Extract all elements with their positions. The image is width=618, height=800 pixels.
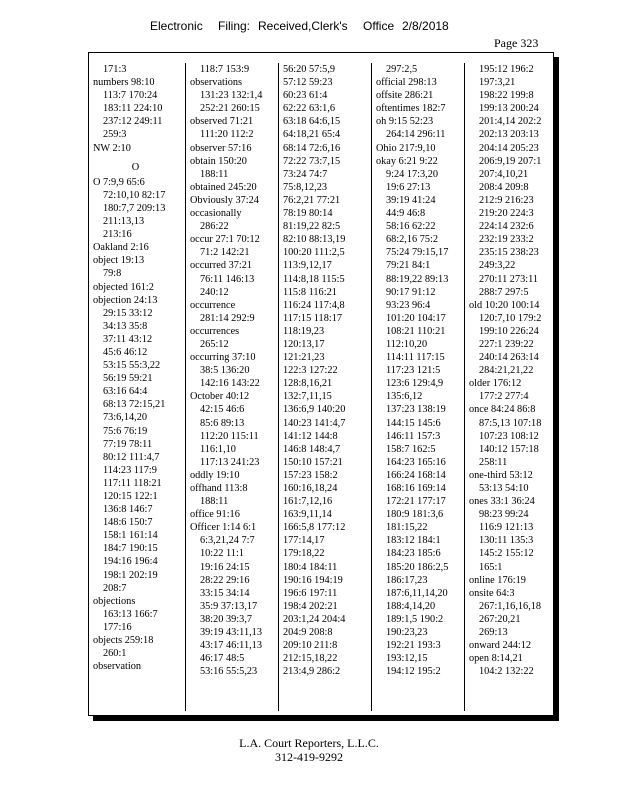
index-entry: objects 259:18 — [93, 635, 154, 647]
index-entry: 53:15 55:3,22 — [103, 360, 161, 372]
index-entry: 148:6 150:7 — [103, 517, 153, 529]
index-entry: 209:10 211:8 — [283, 640, 338, 652]
index-entry: occurred 37:21 — [190, 260, 253, 272]
index-entry: obtained 245:20 — [190, 181, 257, 193]
header-office: Office — [363, 19, 395, 33]
index-entry: 33:15 34:14 — [200, 587, 250, 599]
index-entry: 43:17 46:11,13 — [200, 640, 262, 652]
index-entry: 120:15 122:1 — [103, 491, 158, 502]
index-entry: 77:19 78:11 — [103, 438, 153, 450]
index-entry: 56:20 57:5,9 — [283, 64, 336, 75]
index-entry: 76:11 146:13 — [200, 273, 255, 285]
index-entry: 39:19 43:11,13 — [200, 627, 262, 639]
index-entry: 121:21,23 — [283, 352, 325, 364]
index-entry: 104:2 132:22 — [479, 666, 534, 678]
index-entry: 259:3 — [103, 129, 127, 141]
index-entry: 198:1 202:19 — [103, 569, 158, 581]
index-entry: 39:19 41:24 — [386, 194, 436, 206]
index-entry: 72:10,10 82:17 — [103, 189, 166, 201]
index-entry: 227:1 239:22 — [479, 338, 534, 350]
index-entry: once 84:24 86:8 — [469, 404, 536, 416]
index-entry: 132:7,11,15 — [283, 391, 332, 403]
index-entry: 117:15 118:17 — [283, 312, 343, 324]
index-entry: 196:6 197:11 — [283, 587, 338, 599]
index-entry: 117:11 118:21 — [103, 477, 162, 489]
index-entry: Obviously 37:24 — [190, 194, 259, 206]
index-entry: 100:20 111:2,5 — [283, 247, 345, 259]
index-entry: 75:8,12,23 — [283, 181, 328, 193]
index-entry: 114:11 117:15 — [386, 352, 445, 364]
index-entry: 158:1 161:14 — [103, 530, 158, 542]
index-entry: 168:16 169:14 — [386, 483, 446, 494]
index-entry: 6:3,21,24 7:7 — [200, 535, 255, 547]
index-entry: 184:7 190:15 — [103, 543, 158, 555]
index-entry: 72:22 73:7,15 — [283, 155, 341, 167]
index-entry: observer 57:16 — [190, 142, 252, 154]
index-entry: 166:5,8 177:12 — [283, 522, 346, 534]
index-entry: 192:21 193:3 — [386, 640, 441, 652]
index-entry: 204:14 205:23 — [479, 142, 539, 154]
index-entry: 177:2 277:4 — [479, 391, 529, 403]
index-entry: 37:11 43:12 — [103, 333, 153, 345]
index-entry: 181:15,22 — [386, 522, 428, 534]
index-entry: Officer 1:14 6:1 — [190, 522, 257, 534]
index-entry: 179:18,22 — [283, 548, 325, 560]
index-entry: 265:12 — [200, 338, 229, 350]
index-entry: 208:7 — [103, 582, 127, 594]
index-entry: 198:22 199:8 — [479, 90, 534, 102]
index-entry: 219:20 224:3 — [479, 208, 534, 220]
index-entry: occurrence — [190, 299, 236, 311]
index-entry: 98:23 99:24 — [479, 509, 529, 521]
index-entry: 249:3,22 — [479, 260, 516, 272]
index-entry: 180:7,7 209:13 — [103, 202, 166, 214]
index-entry: occasionally — [190, 208, 242, 220]
index-entry: 183:12 184:1 — [386, 535, 441, 547]
index-entry: oh 9:15 52:23 — [376, 116, 434, 128]
index-entry: 212:15,18,22 — [283, 653, 338, 665]
index-entry: 284:21,21,22 — [479, 365, 534, 377]
index-entry: 19:16 24:15 — [200, 561, 250, 573]
index-entry: 53:16 55:5,23 — [200, 666, 258, 678]
index-entry: 206:9,19 207:1 — [479, 155, 542, 167]
index-frame — [88, 52, 554, 716]
index-entry: 224:14 232:6 — [479, 221, 534, 233]
index-entry: Ohio 217:9,10 — [376, 142, 436, 154]
index-entry: 114:23 117:9 — [103, 464, 157, 476]
index-entry: 78:19 80:14 — [283, 208, 333, 220]
index-entry: 116:9 121:13 — [479, 522, 534, 534]
index-entry: 87:5,13 107:18 — [479, 417, 542, 429]
index-entry: 115:8 116:21 — [283, 286, 337, 298]
index-entry: onward 244:12 — [469, 640, 532, 652]
index-entry: 73:24 74:7 — [283, 168, 328, 180]
index-entry: 146:8 148:4,7 — [283, 443, 341, 455]
index-entry: 186:17,23 — [386, 574, 428, 586]
index-entry: 46:17 48:5 — [200, 653, 245, 665]
index-entry: 240:14 263:14 — [479, 352, 539, 364]
index-entry: objected 161:2 — [93, 281, 154, 293]
index-entry: 75:6 76:19 — [103, 425, 148, 437]
index-entry: 190:23,23 — [386, 627, 428, 639]
index-entry: 118:7 153:9 — [200, 64, 250, 75]
index-entry: 63:16 64:4 — [103, 386, 148, 398]
index-entry: 68:13 72:15,21 — [103, 399, 166, 411]
index-entry: object 19:13 — [93, 255, 145, 267]
footer-company: L.A. Court Reporters, L.L.C. — [239, 736, 379, 750]
index-entry: 108:21 110:21 — [386, 325, 446, 337]
index-entry: 140:12 157:18 — [479, 443, 539, 455]
index-entry: 264:14 296:11 — [386, 129, 446, 141]
index-entry: 252:21 260:15 — [200, 103, 260, 115]
index-entry: 68:14 72:6,16 — [283, 142, 341, 154]
index-entry: 9:24 17:3,20 — [386, 168, 439, 180]
index-entry: 35:9 37:13,17 — [200, 600, 258, 612]
index-column-5 — [464, 63, 554, 711]
index-entry: 213:4,9 286:2 — [283, 666, 341, 678]
index-entry: October 40:12 — [190, 391, 250, 403]
index-entry: observed 71:21 — [190, 116, 254, 128]
index-entry: occur 27:1 70:12 — [190, 234, 260, 246]
index-entry: 79:21 84:1 — [386, 260, 431, 272]
index-entry: 194:16 196:4 — [103, 556, 158, 568]
index-entry: 161:7,12,16 — [283, 496, 333, 508]
index-entry: 237:12 249:11 — [103, 116, 163, 128]
index-entry: occurrences — [190, 325, 240, 337]
index-entry: 160:16,18,24 — [283, 483, 338, 494]
index-entry: O — [131, 161, 140, 173]
index-entry: 117:13 241:23 — [200, 456, 260, 468]
footer-phone: 312-419-9292 — [275, 750, 343, 764]
index-entry: 163:9,11,14 — [283, 509, 332, 521]
index-entry: 82:10 88:13,19 — [283, 234, 346, 246]
index-entry: 193:12,15 — [386, 653, 428, 665]
index-entry: 207:4,10,21 — [479, 168, 529, 180]
index-entry: 211:13,13 — [103, 216, 145, 228]
index-entry: 19:6 27:13 — [386, 181, 431, 193]
index-entry: 38:5 136:20 — [200, 365, 250, 377]
header-date: 2/8/2018 — [402, 19, 449, 33]
index-entry: one-third 53:12 — [469, 469, 533, 481]
index-entry: 240:12 — [200, 286, 229, 298]
index-entry: obtain 150:20 — [190, 155, 247, 167]
index-entry: Oakland 2:16 — [93, 242, 149, 254]
index-entry: 269:13 — [479, 627, 508, 639]
index-entry: 166:24 168:14 — [386, 469, 446, 481]
header-electronic: Electronic — [150, 19, 203, 33]
index-entry: 75:24 79:15,17 — [386, 247, 449, 259]
index-entry: 53:13 54:10 — [479, 483, 529, 494]
index-entry: 76:2,21 77:21 — [283, 194, 341, 206]
index-entry: 235:15 238:23 — [479, 247, 539, 259]
index-entry: numbers 98:10 — [93, 77, 155, 89]
index-entry: online 176:19 — [469, 574, 526, 586]
index-entry: 113:7 170:24 — [103, 90, 158, 102]
index-entry: 267:1,16,16,18 — [479, 600, 542, 612]
index-entry: 199:10 226:24 — [479, 325, 539, 337]
index-entry: 28:22 29:16 — [200, 574, 250, 586]
index-entry: 208:4 209:8 — [479, 181, 529, 193]
index-entry: NW 2:10 — [93, 142, 131, 154]
index-entry: objections — [93, 595, 136, 607]
index-entry: 116:24 117:4,8 — [283, 299, 345, 311]
index-entry: 111:20 112:2 — [200, 129, 254, 141]
index-entry: offhand 113:8 — [190, 483, 248, 494]
page-number: Page 323 — [494, 36, 539, 50]
index-entry: 184:23 185:6 — [386, 548, 441, 560]
index-entry: 157:23 158:2 — [283, 469, 338, 481]
index-entry: 107:23 108:12 — [479, 430, 539, 442]
header-received: Received,Clerk's — [258, 19, 348, 33]
header-filing: Filing: — [218, 19, 251, 33]
index-entry: occurring 37:10 — [190, 352, 256, 364]
index-entry: okay 6:21 9:22 — [376, 155, 438, 167]
index-entry: 136:6,9 140:20 — [283, 404, 346, 416]
index-entry: 118:19,23 — [283, 325, 325, 337]
index-entry: oftentimes 182:7 — [376, 103, 446, 115]
index-entry: 79:8 — [103, 268, 122, 280]
index-entry: 212:9 216:23 — [479, 194, 534, 206]
index-entry: official 298:13 — [376, 77, 437, 89]
index-entry: 288:7 297:5 — [479, 286, 529, 298]
index-entry: 85:6 89:13 — [200, 417, 245, 429]
index-entry: 146:11 157:3 — [386, 430, 441, 442]
index-entry: 136:8 146:7 — [103, 504, 153, 516]
index-entry: 183:11 224:10 — [103, 103, 163, 115]
index-entry: 213:16 — [103, 229, 132, 241]
index-entry: 113:9,12,17 — [283, 260, 332, 272]
index-entry: 281:14 292:9 — [200, 312, 255, 324]
index-entry: 122:3 127:22 — [283, 365, 338, 377]
index-entry: 204:9 208:8 — [283, 627, 333, 639]
index-entry: 232:19 233:2 — [479, 234, 534, 246]
index-entry: 150:10 157:21 — [283, 456, 343, 468]
index-entry: 188:4,14,20 — [386, 600, 436, 612]
index-entry: 171:3 — [103, 64, 127, 75]
index-entry: 201:4,14 202:2 — [479, 116, 542, 128]
index-entry: 286:22 — [200, 221, 229, 233]
index-entry: 38:20 39:3,7 — [200, 613, 253, 625]
index-entry: 135:6,12 — [386, 391, 423, 403]
index-entry: 114:8,18 115:5 — [283, 273, 345, 285]
index-entry: 190:16 194:19 — [283, 574, 343, 586]
index-entry: 187:6,11,14,20 — [386, 587, 448, 599]
index-entry: 73:6,14,20 — [103, 412, 148, 424]
index-entry: 81:19,22 82:5 — [283, 221, 341, 233]
index-entry: old 10:20 100:14 — [469, 299, 540, 311]
index-entry: 144:15 145:6 — [386, 417, 441, 429]
index-entry: 203:1,24 204:4 — [283, 613, 346, 625]
index-entry: 29:15 33:12 — [103, 307, 153, 319]
index-entry: 142:16 143:22 — [200, 378, 260, 390]
index-entry: 177:16 — [103, 621, 132, 633]
index-entry: 63:18 64:6,15 — [283, 116, 341, 128]
index-entry: 45:6 46:12 — [103, 346, 148, 358]
index-entry: 199:13 200:24 — [479, 103, 539, 115]
index-entry: 180:9 181:3,6 — [386, 509, 444, 521]
index-entry: 117:23 121:5 — [386, 365, 441, 377]
index-entry: office 91:16 — [190, 509, 240, 521]
index-entry: 140:23 141:4,7 — [283, 417, 346, 429]
index-entry: 57:12 59:23 — [283, 77, 333, 89]
index-entry: 260:1 — [103, 648, 127, 660]
index-entry: objection 24:13 — [93, 294, 158, 306]
index-entry: 60:23 61:4 — [283, 90, 328, 102]
index-entry: 145:2 155:12 — [479, 548, 534, 560]
index-entry: 297:2,5 — [386, 64, 418, 75]
index-entry: 202:13 203:13 — [479, 129, 539, 141]
index-entry: 130:11 135:3 — [479, 535, 534, 547]
index-entry: 164:23 165:16 — [386, 456, 446, 468]
index-entry: open 8:14,21 — [469, 653, 523, 665]
index-column-3 — [278, 63, 370, 711]
index-entry: 68:2,16 75:2 — [386, 234, 439, 246]
index-entry: 258:11 — [479, 456, 508, 468]
index-entry: offsite 286:21 — [376, 90, 434, 102]
index-entry: 71:2 142:21 — [200, 247, 250, 259]
index-entry: 185:20 186:2,5 — [386, 561, 449, 573]
index-entry: observations — [190, 77, 243, 89]
index-entry: 120:7,10 179:2 — [479, 312, 542, 324]
index-entry: 189:1,5 190:2 — [386, 613, 444, 625]
index-entry: 116:1,10 — [200, 443, 236, 455]
index-entry: 177:14,17 — [283, 535, 325, 547]
index-entry: 34:13 35:8 — [103, 320, 148, 332]
index-entry: 172:21 177:17 — [386, 496, 446, 508]
index-entry: oddly 19:10 — [190, 469, 240, 481]
index-entry: 198:4 202:21 — [283, 600, 338, 612]
index-entry: O 7:9,9 65:6 — [93, 176, 145, 188]
index-entry: 197:3,21 — [479, 77, 516, 89]
index-entry: 128:8,16,21 — [283, 378, 333, 390]
index-entry: 137:23 138:19 — [386, 404, 446, 416]
index-entry: 141:12 144:8 — [283, 430, 338, 442]
index-entry: 158:7 162:5 — [386, 443, 436, 455]
index-entry: 44:9 46:8 — [386, 208, 426, 220]
index-entry: 112:20 115:11 — [200, 430, 259, 442]
index-entry: older 176:12 — [469, 378, 522, 390]
index-column-4 — [371, 63, 463, 711]
index-entry: 112:10,20 — [386, 338, 428, 350]
index-entry: 188:11 — [200, 496, 229, 508]
index-entry: observation — [93, 661, 142, 673]
index-entry: 58:16 62:22 — [386, 221, 436, 233]
index-entry: 163:13 166:7 — [103, 608, 158, 620]
index-entry: 90:17 91:12 — [386, 286, 436, 298]
index-column-2 — [185, 63, 277, 711]
index-entry: 56:19 59:21 — [103, 373, 153, 385]
index-entry: 270:11 273:11 — [479, 273, 539, 285]
index-entry: 120:13,17 — [283, 338, 325, 350]
index-entry: 93:23 96:4 — [386, 299, 431, 311]
index-entry: ones 33:1 36:24 — [469, 496, 535, 508]
index-entry: 62:22 63:1,6 — [283, 103, 336, 115]
index-entry: 195:12 196:2 — [479, 64, 534, 75]
index-entry: 188:11 — [200, 168, 229, 180]
index-column-1 — [93, 63, 178, 711]
index-entry: 267:20,21 — [479, 613, 521, 625]
index-entry: 180:4 184:11 — [283, 561, 338, 573]
index-entry: 64:18,21 65:4 — [283, 129, 341, 141]
index-entry: 88:19,22 89:13 — [386, 273, 449, 285]
index-entry: 131:23 132:1,4 — [200, 90, 263, 102]
index-entry: onsite 64:3 — [469, 587, 515, 599]
index-entry: 165:1 — [479, 561, 503, 573]
index-entry: 101:20 104:17 — [386, 312, 446, 324]
index-entry: 10:22 11:1 — [200, 548, 244, 560]
index-entry: 80:12 111:4,7 — [103, 451, 160, 463]
index-entry: 123:6 129:4,9 — [386, 378, 444, 390]
index-entry: 42:15 46:6 — [200, 404, 245, 416]
index-entry: 194:12 195:2 — [386, 666, 441, 678]
